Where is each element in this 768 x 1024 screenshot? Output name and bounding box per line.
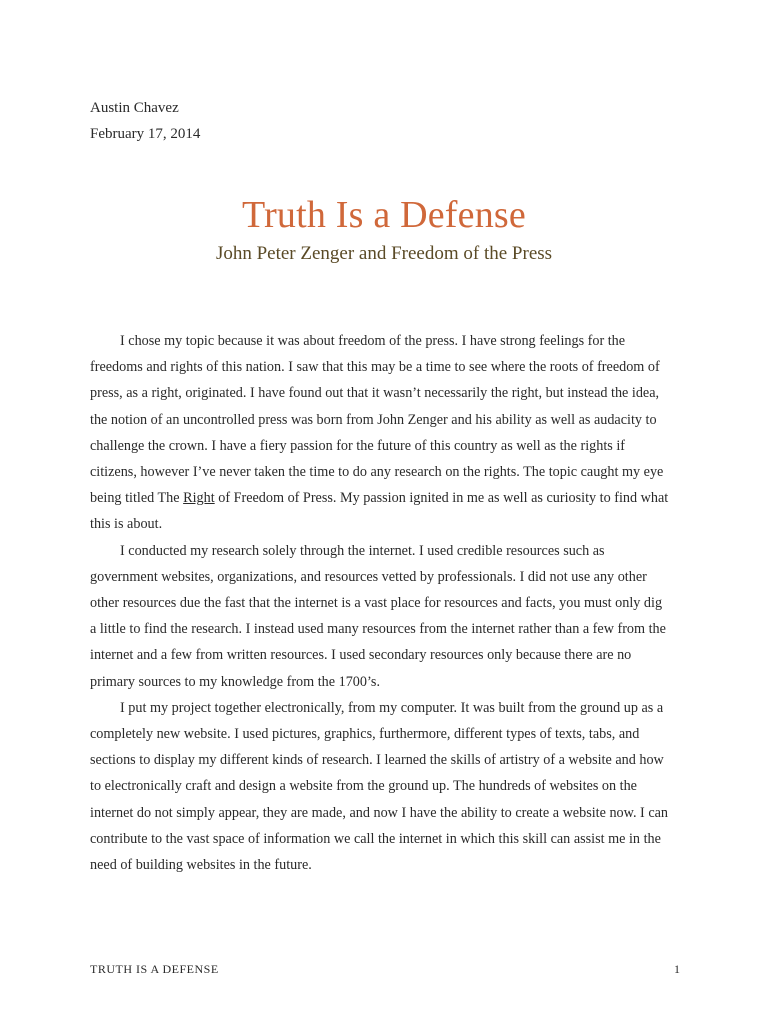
paragraph-3: I put my project together electronically, from my computer. It was built from the ground up as a completely new website. I used pictures, graphics, furthermore, different types of texts, tabs, and sections to display my different kinds of research. I learned the skills of artistry of a website and how to electronically craft and design a website from the ground up. The hundreds of websites on the internet do not simply appear, they are made, and now I have the ability to create a website now. I can contribute to the vast space of information we call the internet in which this skill can assist me in the need of building websites in the future.	[90, 699, 669, 874]
underlined-word: Right	[183, 490, 215, 507]
document-title: Truth Is a Defense	[242, 194, 526, 236]
paragraph-1-text-a: I chose my topic because it was about freedom of the press. I have strong feelings for the freedoms and rights of this nation. I saw that this may be a time to see where the roots of freedom of press, as a right, originated. I have found out that it wasn’t necessarily the right, but instead the idea, the notion of an uncontrolled press was born from John Zenger and his ability as well as audacity to challenge the crown. I have a fiery passion for the future of this country as well as the rights if citizens, however I’ve never taken the time to do any research on the rights. The topic caught my eye being titled The	[90, 333, 664, 507]
document-subtitle: John Peter Zenger and Freedom of the Press	[215, 243, 553, 264]
paragraph-2: I conducted my research solely through the internet. I used credible resources such as government websites, organizations, and resources vetted by professionals. I did not use any other other resources due the fast that the internet is a vast place for resources and facts, you must only dig a little to find the research. I instead used many resources from the internet rather than a few from the internet and a few from written resources. I used secondary resources only because there are no primary sources to my knowledge from the 1700’s.	[90, 542, 666, 690]
header-block	[90, 95, 200, 147]
document-date: February 17, 2014	[90, 126, 201, 142]
paragraph-1-text-b: of Freedom of Press. My passion ignited in me as well as curiosity to find what this is about.	[90, 490, 669, 533]
paragraph-1	[90, 328, 670, 538]
running-head: TRUTH IS A DEFENSE	[90, 962, 219, 976]
author-name: Austin Chavez	[90, 100, 179, 116]
page-number: 1	[674, 962, 680, 976]
body-text	[90, 328, 670, 878]
